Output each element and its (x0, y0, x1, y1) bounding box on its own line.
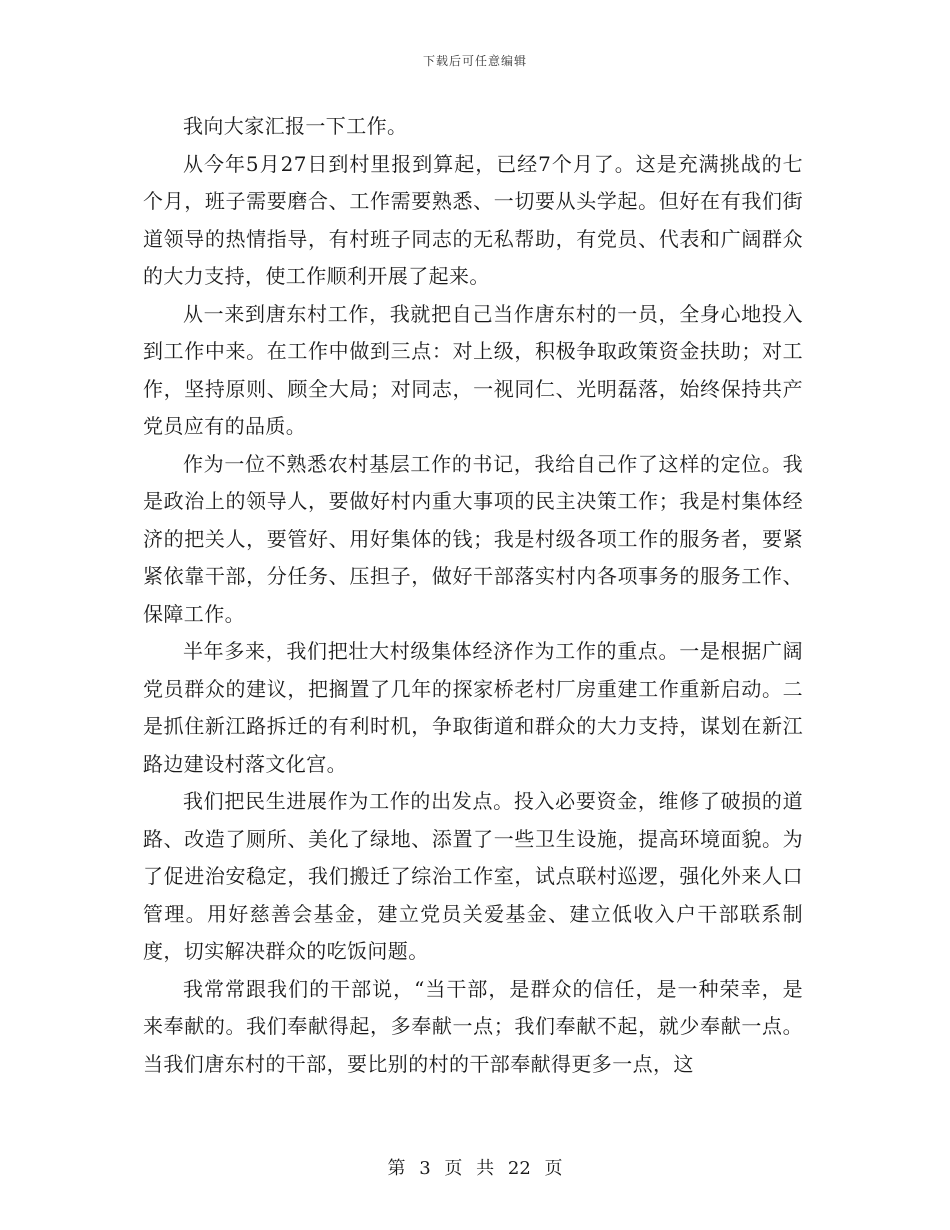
footer-page-number: 3 (419, 1158, 431, 1179)
page-header-note: 下载后可任意编辑 (422, 54, 527, 68)
paragraph-7: 我常常跟我们的干部说，“当干部，是群众的信任，是一种荣幸，是来奉献的。我们奉献得起，多奉献一点；我们奉献不起，就少奉献一点。当我们唐东村的干部，要比别的村的干部奉献得更多一点，这 (143, 976, 803, 1076)
footer-page-unit: 页 (444, 1158, 463, 1179)
footer-total-unit: 页 (544, 1158, 563, 1179)
paragraph-2: 从今年5月27日到村里报到算起，已经7个月了。这是充满挑战的七个月，班子需要磨合、工作需要熟悉、一切要从头学起。但好在有我们街道领导的热情指导，有村班子同志的无私帮助，有党员、代表和广阔群众的大力支持，使工作顺利开展了起来。 (143, 151, 803, 288)
paragraph-3: 从一来到唐东村工作，我就把自己当作唐东村的一员，全身心地投入到工作中来。在工作中做到三点：对上级，积极争取政策资金扶助；对工作，坚持原则、顾全大局；对同志，一视同仁、光明磊落，始终保持共产党员应有的品质。 (143, 301, 803, 438)
footer-page-label: 第 (387, 1158, 406, 1179)
paragraph-5: 半年多来，我们把壮大村级集体经济作为工作的重点。一是根据广阔党员群众的建议，把搁置了几年的探家桥老村厂房重建工作重新启动。二是抓住新江路拆迁的有利时机，争取街道和群众的大力支持，谋划在新江路边建设村落文化宫。 (143, 639, 803, 776)
document-body (143, 108, 803, 1083)
paragraph-6: 我们把民生进展作为工作的出发点。投入必要资金，维修了破损的道路、改造了厕所、美化了绿地、添置了一些卫生设施，提高环境面貌。为了促进治安稳定，我们搬迁了综治工作室，试点联村巡逻，强化外来人口管理。用好慈善会基金，建立党员关爱基金、建立低收入户干部联系制度，切实解决群众的吃饭问题。 (143, 789, 803, 963)
paragraph-1: 我向大家汇报一下工作。 (183, 114, 408, 138)
paragraph-4: 作为一位不熟悉农村基层工作的书记，我给自己作了这样的定位。我是政治上的领导人，要做好村内重大事项的民主决策工作；我是村集体经济的把关人，要管好、用好集体的钱；我是村级各项工作的服务者，要紧紧依靠干部，分任务、压担子，做好干部落实村内各项事务的服务工作、保障工作。 (143, 451, 803, 626)
footer-total-pages: 22 (507, 1158, 531, 1179)
footer-total-label: 共 (476, 1158, 495, 1179)
page-footer (0, 1154, 950, 1180)
